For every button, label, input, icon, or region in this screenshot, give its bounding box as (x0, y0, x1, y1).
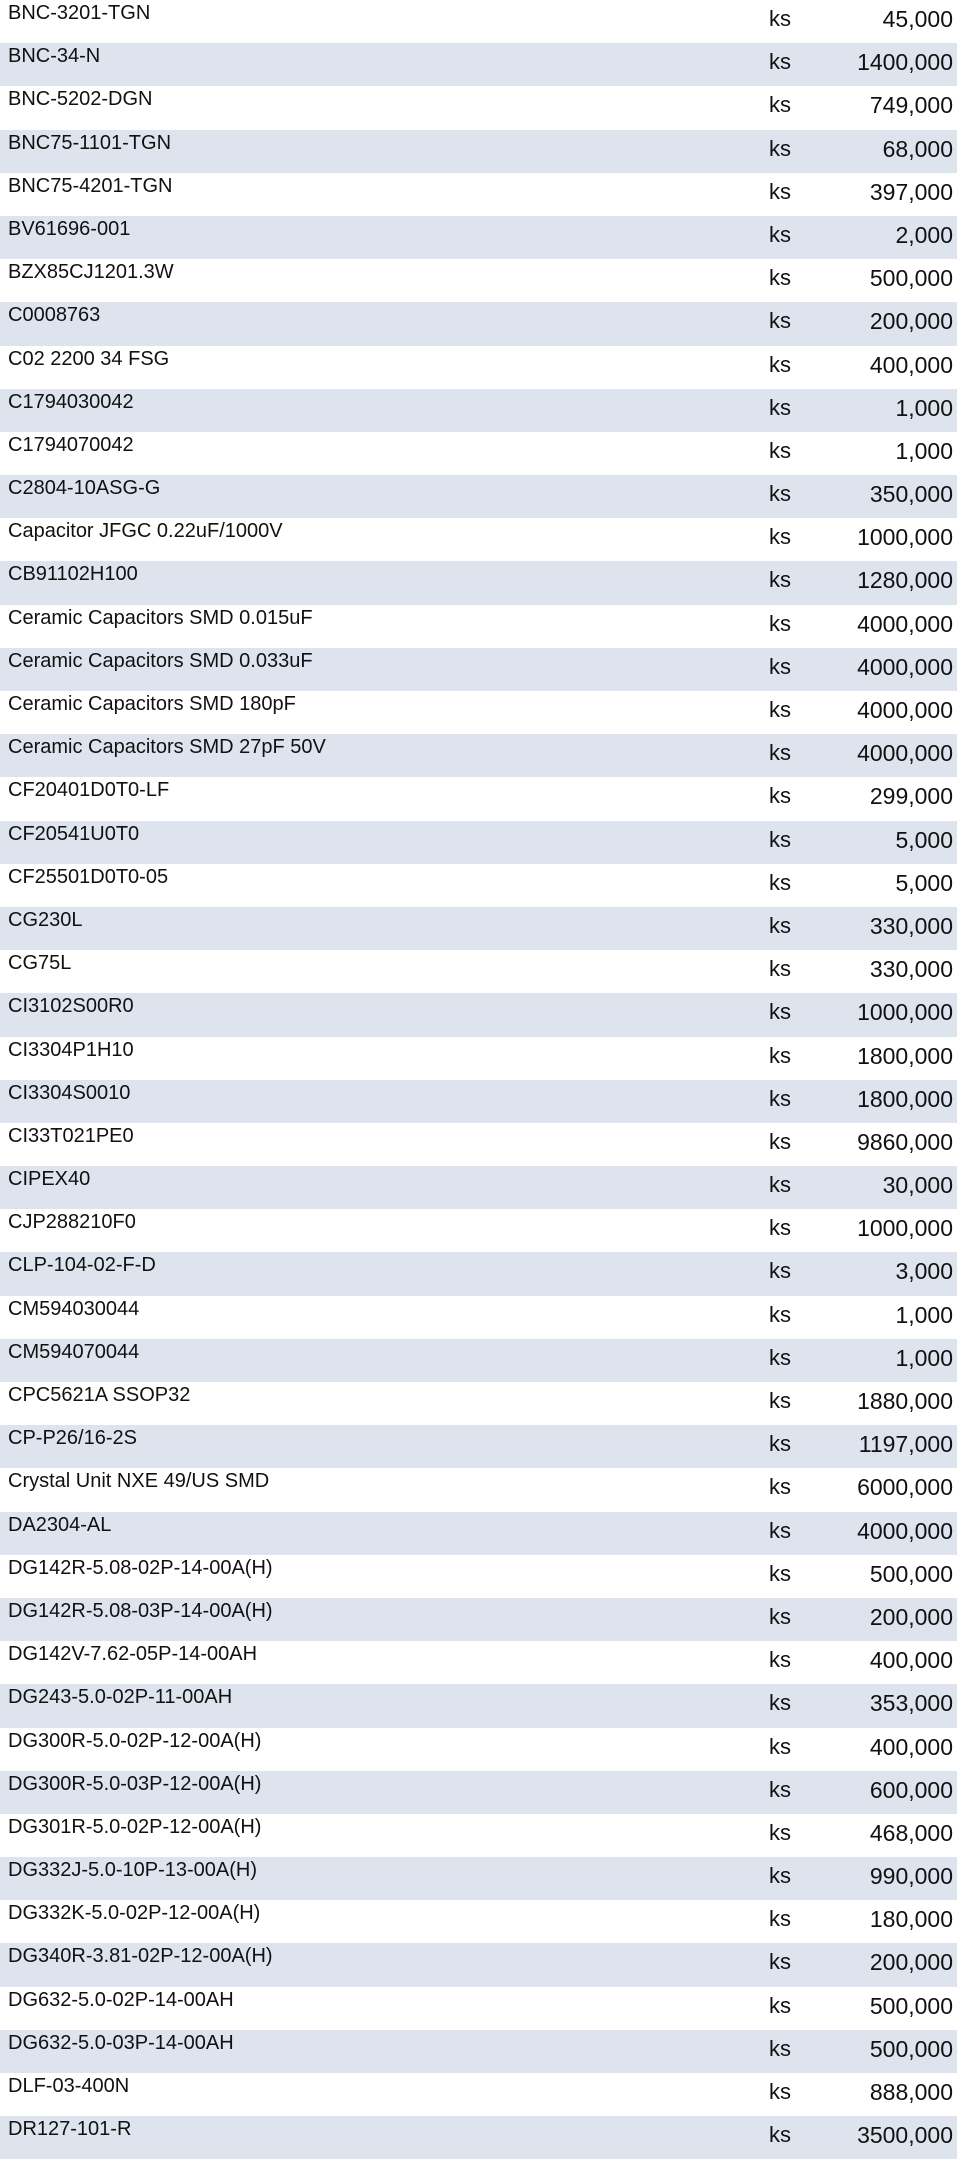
unit-cell: ks (769, 1258, 791, 1284)
unit-cell: ks (769, 221, 791, 247)
table-row (0, 216, 960, 259)
table-row (0, 1468, 960, 1511)
unit-cell: ks (769, 135, 791, 161)
quantity-cell: 330,000 (869, 956, 953, 983)
quantity-cell: 200,000 (869, 308, 953, 335)
part-name-cell: C02 2200 34 FSG (8, 347, 170, 370)
table-row (0, 993, 960, 1036)
part-name-cell: Ceramic Capacitors SMD 0.015uF (8, 606, 313, 629)
table-row (0, 130, 960, 173)
quantity-cell: 1000,000 (857, 1215, 953, 1242)
table-row (0, 907, 960, 950)
unit-cell: ks (769, 999, 791, 1025)
quantity-cell: 500,000 (869, 1560, 953, 1587)
part-name-cell: CI3304P1H10 (8, 1038, 134, 1061)
unit-cell: ks (769, 869, 791, 895)
part-name-cell: DG632-5.0-02P-14-00AH (8, 1988, 234, 2011)
part-name-cell: CF20541U0T0 (8, 822, 140, 845)
part-name-cell: Ceramic Capacitors SMD 27pF 50V (8, 736, 326, 759)
row-background (0, 1080, 957, 1123)
part-name-cell: DLF-03-400N (8, 2075, 130, 2097)
quantity-cell: 30,000 (882, 1172, 953, 1199)
quantity-cell: 600,000 (869, 1776, 953, 1803)
part-name-cell: CM594070044 (8, 1340, 140, 1363)
part-name-cell: Capacitor JFGC 0.22uF/1000V (8, 520, 283, 543)
part-name-cell: C1794070042 (8, 433, 134, 456)
quantity-cell: 1,000 (895, 1344, 953, 1371)
table-row (0, 1857, 960, 1900)
part-name-cell: BNC75-4201-TGN (8, 174, 173, 197)
unit-cell: ks (769, 1431, 791, 1457)
row-background (0, 216, 957, 259)
quantity-cell: 500,000 (869, 2035, 953, 2062)
table-row (0, 2116, 960, 2159)
row-background (0, 1037, 957, 1080)
unit-cell: ks (769, 740, 791, 766)
table-row (0, 1943, 960, 1986)
part-name-cell: DG301R-5.0-02P-12-00A(H) (8, 1815, 262, 1838)
table-row (0, 1037, 960, 1080)
part-name-cell: DG300R-5.0-03P-12-00A(H) (8, 1772, 262, 1795)
table-row (0, 648, 960, 691)
row-background (0, 389, 957, 432)
row-background (0, 950, 957, 993)
quantity-cell: 990,000 (869, 1863, 953, 1890)
part-name-cell: CJP288210F0 (8, 1211, 136, 1234)
row-background (0, 432, 957, 475)
unit-cell: ks (769, 1042, 791, 1068)
part-name-cell: DG142V-7.62-05P-14-00AH (8, 1643, 258, 1666)
quantity-cell: 1800,000 (857, 1085, 953, 1112)
part-name-cell: BNC-3201-TGN (8, 2, 151, 24)
unit-cell: ks (769, 1388, 791, 1413)
unit-cell: ks (769, 1647, 791, 1673)
part-name-cell: CI3304S0010 (8, 1081, 131, 1104)
table-row (0, 1684, 960, 1727)
table-row (0, 173, 960, 216)
row-background (0, 907, 957, 950)
quantity-cell: 1400,000 (857, 49, 953, 76)
quantity-cell: 1800,000 (857, 1042, 953, 1069)
quantity-cell: 4000,000 (857, 697, 953, 723)
table-row (0, 864, 960, 907)
unit-cell: ks (769, 1560, 791, 1586)
part-name-cell: CG230L (8, 908, 83, 931)
part-name-cell: CLP-104-02-F-D (8, 1254, 156, 1277)
row-background (0, 1339, 957, 1382)
part-name-cell: Ceramic Capacitors SMD 180pF (8, 693, 296, 715)
table-row (0, 1166, 960, 1209)
unit-cell: ks (769, 1776, 791, 1802)
unit-cell: ks (769, 2035, 791, 2061)
quantity-cell: 1880,000 (857, 1388, 953, 1414)
unit-cell: ks (769, 1733, 791, 1759)
part-name-cell: CI33T021PE0 (8, 1124, 134, 1147)
unit-cell: ks (769, 437, 791, 463)
unit-cell: ks (769, 2079, 791, 2104)
part-name-cell: CG75L (8, 952, 72, 975)
part-name-cell: C0008763 (8, 304, 101, 327)
quantity-cell: 3,000 (895, 1258, 953, 1285)
quantity-cell: 299,000 (869, 783, 953, 810)
row-background (0, 1425, 957, 1468)
table-row (0, 0, 960, 43)
part-name-cell: C2804-10ASG-G (8, 477, 161, 500)
unit-cell: ks (769, 1301, 791, 1327)
part-name-cell: DA2304-AL (8, 1513, 112, 1536)
quantity-cell: 400,000 (869, 1733, 953, 1760)
part-name-cell: CIPEX40 (8, 1168, 91, 1191)
table-row (0, 43, 960, 86)
unit-cell: ks (769, 394, 791, 420)
table-row (0, 389, 960, 432)
row-background (0, 1512, 957, 1555)
table-row (0, 1814, 960, 1857)
table-row (0, 605, 960, 648)
table-row (0, 1382, 960, 1425)
unit-cell: ks (769, 1517, 791, 1543)
quantity-cell: 200,000 (869, 1949, 953, 1976)
part-name-cell: CI3102S00R0 (8, 995, 134, 1018)
unit-cell: ks (769, 912, 791, 938)
table-row (0, 2030, 960, 2073)
table-row (0, 1771, 960, 1814)
quantity-cell: 5,000 (895, 826, 953, 853)
part-name-cell: CF25501D0T0-05 (8, 865, 169, 888)
quantity-cell: 9860,000 (857, 1128, 953, 1155)
table-row (0, 1080, 960, 1123)
part-name-cell: C1794030042 (8, 390, 134, 413)
table-row (0, 561, 960, 604)
quantity-cell: 397,000 (869, 178, 953, 205)
part-name-cell: BV61696-001 (8, 217, 131, 240)
table-row (0, 1209, 960, 1252)
quantity-cell: 4000,000 (857, 740, 953, 767)
part-name-cell: BNC-34-N (8, 45, 101, 68)
table-row (0, 1900, 960, 1943)
table-row (0, 2073, 960, 2116)
quantity-cell: 5,000 (895, 869, 953, 896)
unit-cell: ks (769, 1085, 791, 1111)
unit-cell: ks (769, 1344, 791, 1370)
unit-cell: ks (769, 956, 791, 982)
part-name-cell: DG332K-5.0-02P-12-00A(H) (8, 1902, 261, 1925)
part-name-cell: BNC-5202-DGN (8, 88, 153, 111)
table-row (0, 1641, 960, 1684)
unit-cell: ks (769, 6, 791, 31)
table-row (0, 1512, 960, 1555)
table-row (0, 691, 960, 734)
unit-cell: ks (769, 1474, 791, 1500)
quantity-cell: 500,000 (869, 265, 953, 292)
unit-cell: ks (769, 1690, 791, 1716)
quantity-cell: 1,000 (895, 1301, 953, 1328)
table-row (0, 475, 960, 518)
part-name-cell: DG340R-3.81-02P-12-00A(H) (8, 1945, 273, 1968)
unit-cell: ks (769, 610, 791, 636)
row-background (0, 302, 957, 345)
row-background (0, 1209, 957, 1252)
unit-cell: ks (769, 524, 791, 550)
unit-cell: ks (769, 1992, 791, 2018)
row-background (0, 1123, 957, 1166)
table-row (0, 734, 960, 777)
unit-cell: ks (769, 49, 791, 75)
row-background (0, 821, 957, 864)
table-row (0, 1728, 960, 1771)
quantity-cell: 400,000 (869, 351, 953, 378)
quantity-cell: 3500,000 (857, 2122, 953, 2149)
quantity-cell: 4000,000 (857, 610, 953, 637)
table-row (0, 777, 960, 820)
unit-cell: ks (769, 481, 791, 507)
quantity-cell: 1280,000 (857, 567, 953, 594)
part-name-cell: CM594030044 (8, 1297, 140, 1320)
unit-cell: ks (769, 1172, 791, 1198)
table-row (0, 1252, 960, 1295)
row-background (0, 2116, 957, 2159)
quantity-cell: 1,000 (895, 437, 953, 464)
quantity-cell: 1000,000 (857, 524, 953, 551)
quantity-cell: 330,000 (869, 912, 953, 939)
table-row (0, 346, 960, 389)
part-name-cell: CF20401D0T0-LF (8, 779, 170, 802)
part-name-cell: BNC75-1101-TGN (8, 131, 172, 154)
part-name-cell: DG300R-5.0-02P-12-00A(H) (8, 1729, 262, 1752)
quantity-cell: 4000,000 (857, 1517, 953, 1544)
part-name-cell: CP-P26/16-2S (8, 1427, 137, 1450)
row-background (0, 1296, 957, 1339)
table-row (0, 432, 960, 475)
table-row (0, 518, 960, 561)
part-name-cell: Ceramic Capacitors SMD 0.033uF (8, 649, 313, 672)
part-name-cell: DG142R-5.08-03P-14-00A(H) (8, 1599, 273, 1622)
quantity-cell: 350,000 (869, 481, 953, 508)
unit-cell: ks (769, 1906, 791, 1932)
unit-cell: ks (769, 1819, 791, 1845)
quantity-cell: 180,000 (869, 1906, 953, 1933)
part-name-cell: DR127-101-R (8, 2118, 132, 2141)
unit-cell: ks (769, 653, 791, 679)
quantity-cell: 888,000 (869, 2079, 953, 2105)
unit-cell: ks (769, 567, 791, 593)
unit-cell: ks (769, 178, 791, 204)
part-name-cell: CB91102H100 (8, 563, 138, 586)
part-name-cell: Crystal Unit NXE 49/US SMD (8, 1470, 270, 1493)
part-name-cell: DG332J-5.0-10P-13-00A(H) (8, 1859, 257, 1882)
unit-cell: ks (769, 1949, 791, 1975)
unit-cell: ks (769, 1128, 791, 1154)
unit-cell: ks (769, 2122, 791, 2148)
unit-cell: ks (769, 826, 791, 852)
quantity-cell: 400,000 (869, 1647, 953, 1674)
unit-cell: ks (769, 1603, 791, 1629)
unit-cell: ks (769, 697, 791, 722)
unit-cell: ks (769, 783, 791, 809)
part-name-cell: CPC5621A SSOP32 (8, 1384, 191, 1406)
quantity-cell: 4000,000 (857, 653, 953, 680)
row-background (0, 1166, 957, 1209)
table-row (0, 86, 960, 129)
quantity-cell: 45,000 (882, 6, 953, 32)
part-name-cell: DG243-5.0-02P-11-00AH (8, 1686, 233, 1709)
unit-cell: ks (769, 1863, 791, 1889)
unit-cell: ks (769, 308, 791, 334)
quantity-cell: 749,000 (869, 92, 953, 119)
quantity-cell: 1000,000 (857, 999, 953, 1026)
table-row (0, 1123, 960, 1166)
unit-cell: ks (769, 351, 791, 377)
part-name-cell: DG142R-5.08-02P-14-00A(H) (8, 1556, 273, 1579)
quantity-cell: 468,000 (869, 1819, 953, 1846)
table-row (0, 821, 960, 864)
table-row (0, 1598, 960, 1641)
table-row (0, 1296, 960, 1339)
quantity-cell: 2,000 (895, 221, 953, 248)
quantity-cell: 1,000 (895, 394, 953, 421)
quantity-cell: 1197,000 (858, 1431, 953, 1458)
row-background (0, 43, 957, 86)
table-row (0, 1425, 960, 1468)
table-row (0, 1339, 960, 1382)
quantity-cell: 200,000 (869, 1603, 953, 1630)
quantity-cell: 353,000 (869, 1690, 953, 1717)
table-row (0, 1555, 960, 1598)
table-row (0, 950, 960, 993)
quantity-cell: 500,000 (869, 1992, 953, 2019)
row-background (0, 2073, 957, 2116)
table-row (0, 302, 960, 345)
unit-cell: ks (769, 265, 791, 291)
quantity-cell: 6000,000 (857, 1474, 953, 1501)
unit-cell: ks (769, 1215, 791, 1241)
table-row (0, 1987, 960, 2030)
unit-cell: ks (769, 92, 791, 118)
part-name-cell: BZX85CJ1201.3W (8, 261, 174, 284)
row-background (0, 993, 957, 1036)
table-row (0, 259, 960, 302)
quantity-cell: 68,000 (882, 135, 953, 162)
row-background (0, 561, 957, 604)
part-name-cell: DG632-5.0-03P-14-00AH (8, 2031, 234, 2054)
